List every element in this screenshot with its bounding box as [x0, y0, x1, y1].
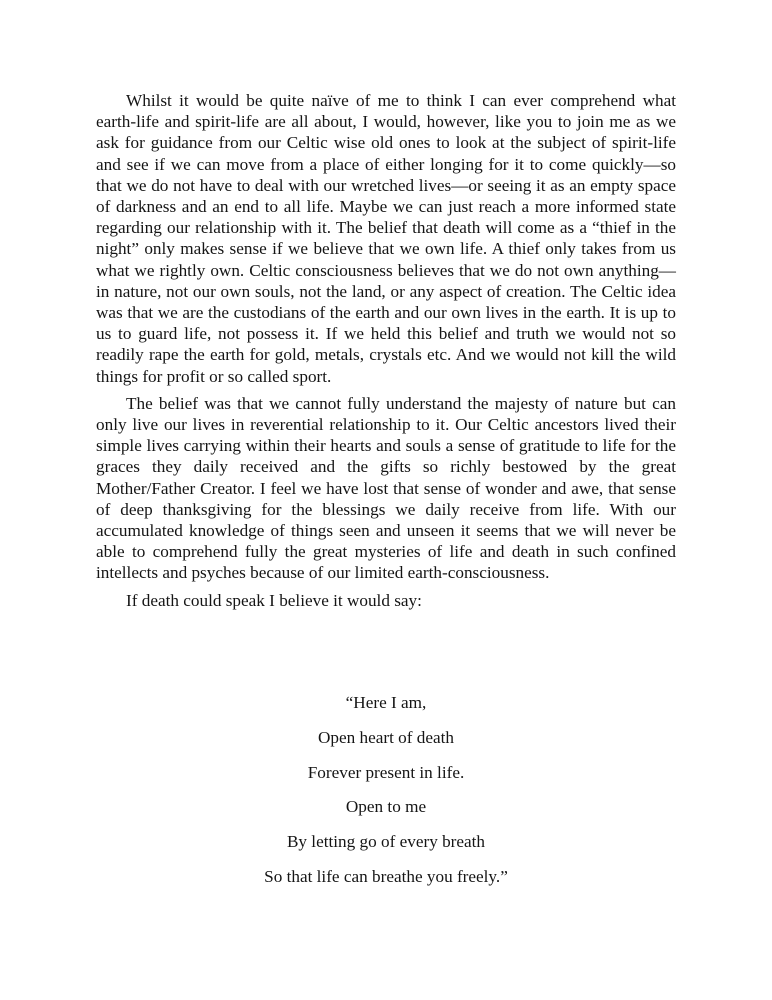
poem [96, 692, 676, 901]
poem-line: Forever present in life. [307, 762, 465, 782]
poem-line: Open heart of death [317, 727, 454, 747]
poem-line: By letting go of every breath [286, 832, 486, 852]
poem-line: “Here I am, [345, 693, 427, 712]
body-text [96, 90, 676, 611]
paragraph: The belief was that we cannot fully understand the majesty of nature but can only live our lives in reverential relationship to it. Our Celtic ancestors lived their simple lives carrying within their hearts and souls a sense of gratitude to life for the graces they daily received and the gifts so richly bestowed by the great Mother/Father Creator. I feel we have lost that sense of wonder and awe, that sense of deep thanksgiving for the blessings we daily receive from life. With our accumulated knowledge of things seen and unseen it seems that we will never be able to comprehend fully the great mysteries of life and death in such confined intellects and psyches because of our limited earth-consciousness. [96, 393, 676, 583]
paragraph: Whilst it would be quite naïve of me to think I can ever comprehend what earth-life and spirit-life are all about, I would, however, like you to join me as we ask for guidance from our Celtic wise old ones to look at the subject of spirit-life and see if we can move from a place of either longing for it to come quickly—so that we do not have to deal with our wretched lives—or seeing it as an empty space of darkness and an end to all life. Maybe we can just reach a more informed state regarding our relationship with it. The belief that death will come as a “thief in the night” only makes sense if we believe that we own life. A thief only takes from us what we rightly own. Celtic consciousness believes that we do not own anything—in nature, not our own souls, not the land, or any aspect of creation. The Celtic idea was that we are the custodians of the earth and our own lives in the earth. It is up to us to guard life, not possess it. If we held this belief and truth we would not so readily rape the earth for gold, metals, crystals etc. And we would not kill the wild things for profit or so called sport. [96, 91, 676, 386]
poem-line: So that life can breathe you freely.” [264, 866, 508, 886]
paragraph: If death could speak I believe it would say: [126, 590, 422, 610]
poem-line: Open to me [345, 797, 427, 817]
